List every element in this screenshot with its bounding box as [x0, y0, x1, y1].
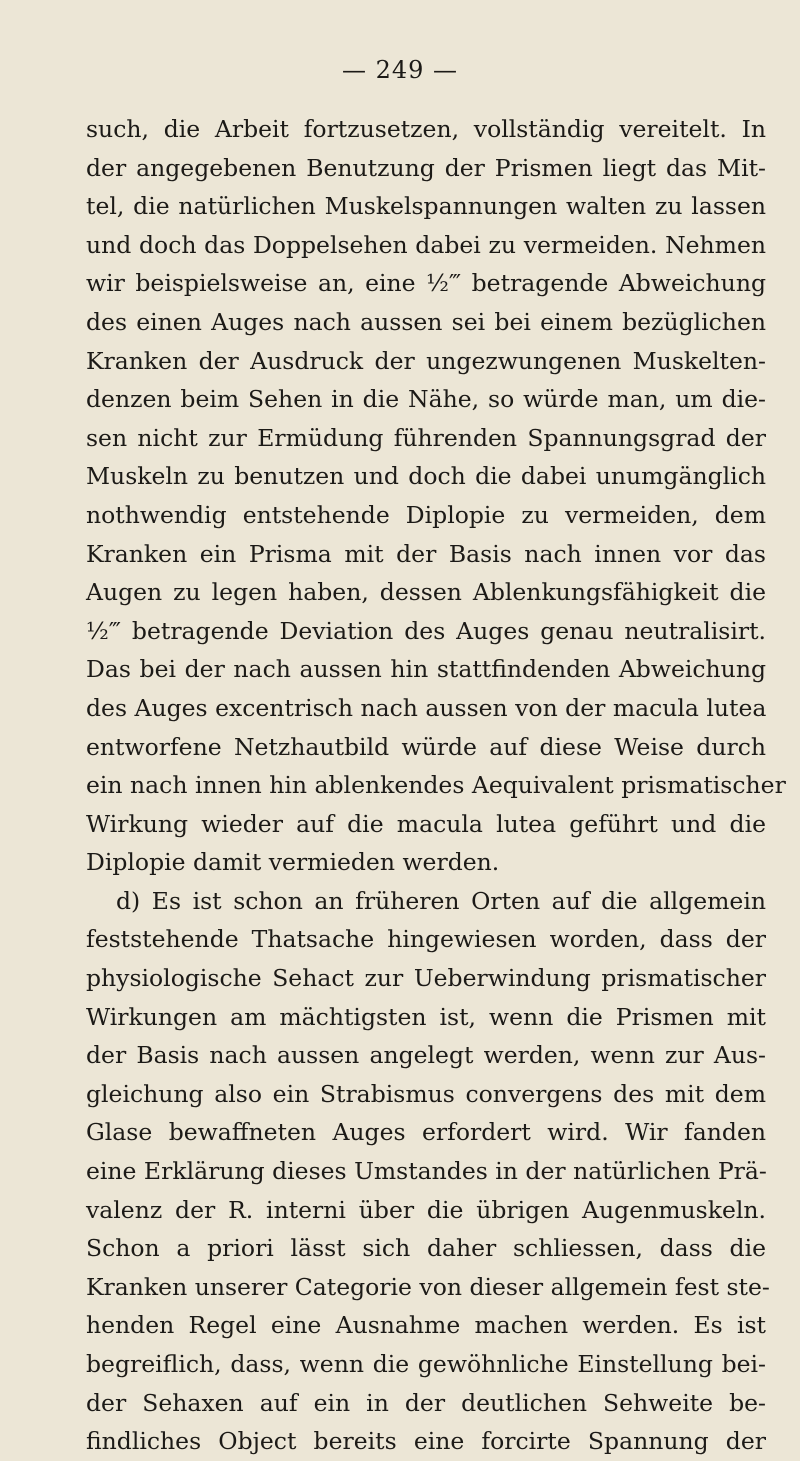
- text-line: wir beispielsweise an, eine ½‴ betragende Abweichung: [86, 269, 766, 298]
- page-number: — 249 —: [341, 56, 459, 84]
- text-line: Diplopie damit vermieden werden.: [86, 848, 500, 877]
- text-line: d) Es ist schon an früheren Orten auf die allgemein: [116, 886, 766, 915]
- text-line: Wirkung wieder auf die macula lutea geführt und die: [86, 809, 766, 838]
- text-line: Wirkungen am mächtigsten ist, wenn die Prismen mit: [86, 1002, 766, 1031]
- text-line: Augen zu legen haben, dessen Ablenkungsfähigkeit die: [86, 578, 766, 607]
- text-line: nothwendig entstehende Diplopie zu vermeiden, dem: [86, 500, 766, 529]
- text-line: Das bei der nach aussen hin stattfindenden Abweichung: [86, 655, 766, 684]
- text-line: Glase bewaffneten Auges erfordert wird. Wir fanden: [86, 1118, 766, 1147]
- text-line: denzen beim Sehen in die Nähe, so würde man, um die-: [86, 385, 766, 414]
- text-line: valenz der R. interni über die übrigen Augenmuskeln.: [86, 1195, 766, 1224]
- text-line: ½‴ betragende Deviation des Auges genau neutralisirt.: [86, 616, 766, 645]
- text-line: der Sehaxen auf ein in der deutlichen Sehweite be-: [86, 1388, 766, 1417]
- text-line: der Basis nach aussen angelegt werden, wenn zur Aus-: [86, 1041, 766, 1070]
- text-line: Kranken ein Prisma mit der Basis nach innen vor das: [86, 539, 766, 568]
- text-line: begreiflich, dass, wenn die gewöhnliche Einstellung bei-: [86, 1350, 766, 1378]
- text-line: des einen Auges nach aussen sei bei einem bezüglichen: [86, 307, 766, 336]
- text-line: such, die Arbeit fortzusetzen, vollständig vereitelt. In: [86, 115, 766, 143]
- text-line: des Auges excentrisch nach aussen von der macula lutea: [86, 693, 767, 722]
- text-line: henden Regel eine Ausnahme machen werden. Es ist: [86, 1311, 766, 1340]
- text-line: und doch das Doppelsehen dabei zu vermeiden. Nehmen: [86, 230, 766, 259]
- text-line: physiologische Sehact zur Ueberwindung prismatischer: [86, 964, 766, 993]
- text-line: feststehende Thatsache hingewiesen worden, dass der: [86, 925, 766, 954]
- text-line: der angegebenen Benutzung der Prismen liegt das Mit-: [86, 153, 766, 182]
- text-line: eine Erklärung dieses Umstandes in der natürlichen Prä-: [86, 1157, 767, 1186]
- text-line: Kranken unserer Categorie von dieser allgemein fest ste-: [86, 1272, 770, 1301]
- text-line: Muskeln zu benutzen und doch die dabei unumgänglich: [86, 462, 766, 491]
- text-line: Kranken der Ausdruck der ungezwungenen Muskelten-: [86, 346, 766, 375]
- text-line: findliches Object bereits eine forcirte Spannung der: [86, 1427, 766, 1456]
- text-line: ein nach innen hin ablenkendes Aequivalent prismatischer: [86, 771, 786, 800]
- text-line: Schon a priori lässt sich daher schliessen, dass die: [86, 1234, 766, 1263]
- text-line: sen nicht zur Ermüdung führenden Spannungsgrad der: [86, 423, 766, 452]
- text-line: gleichung also ein Strabismus convergens des mit dem: [86, 1079, 766, 1108]
- text-line: entworfene Netzhautbild würde auf diese Weise durch: [86, 732, 766, 761]
- text-line: tel, die natürlichen Muskelspannungen walten zu lassen: [86, 192, 766, 221]
- body-text: [86, 110, 786, 1461]
